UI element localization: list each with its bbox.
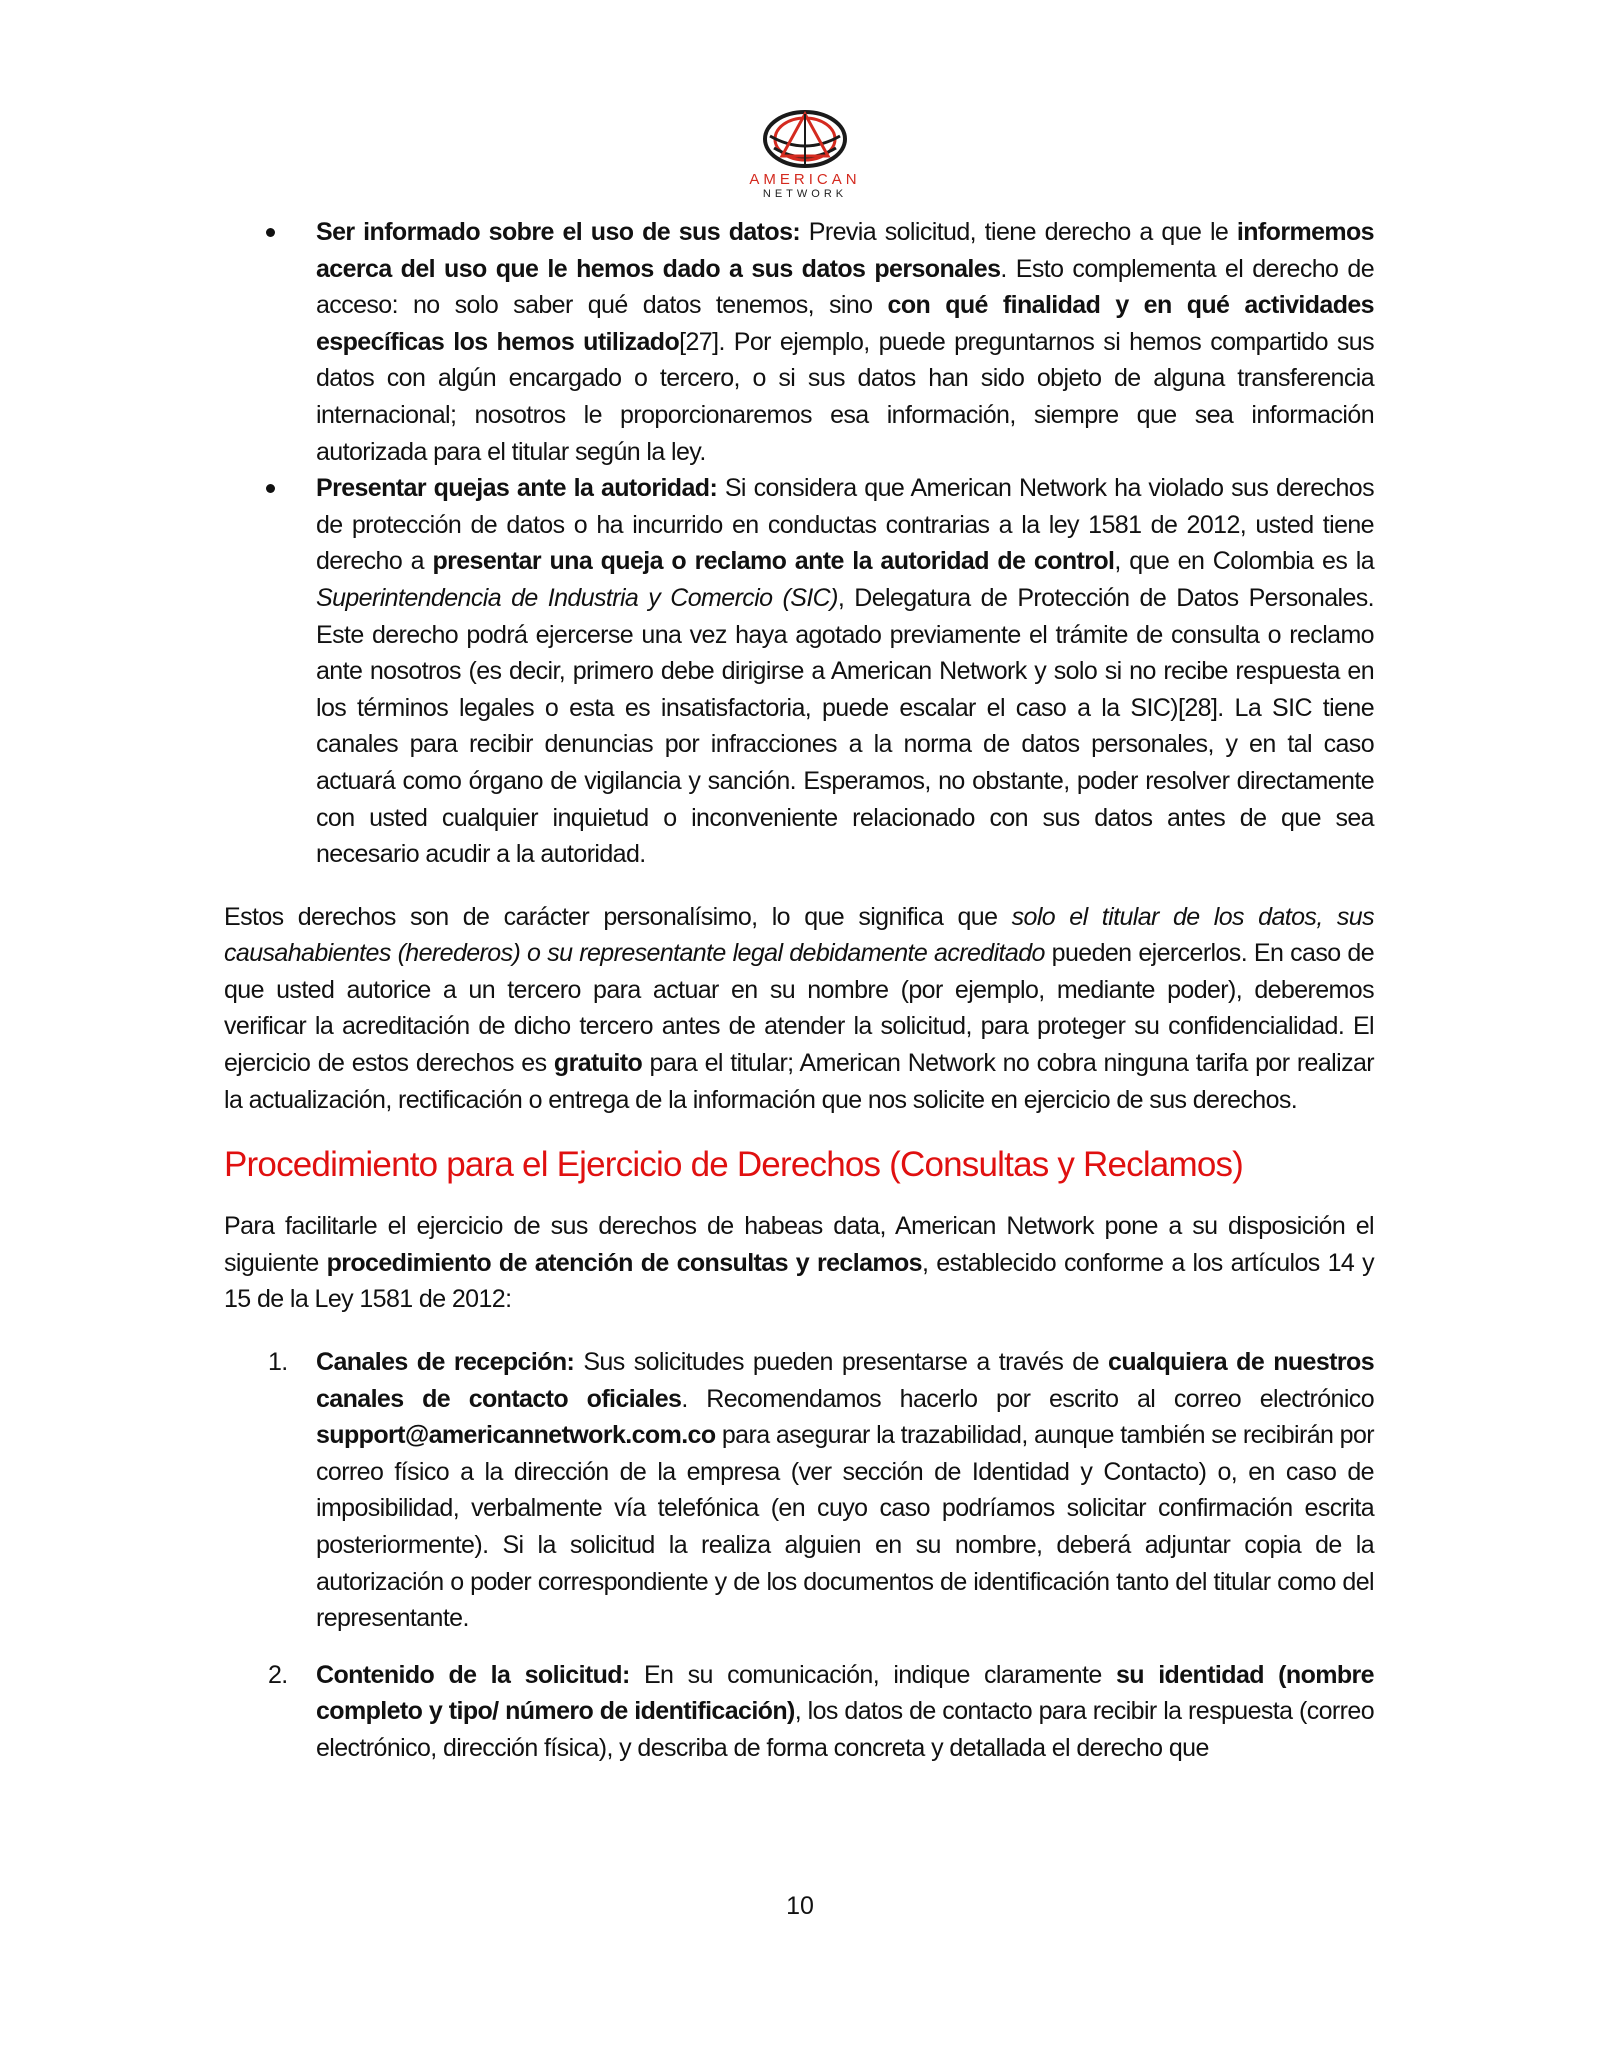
step-item-canales	[224, 1344, 1374, 1637]
step-text: para asegurar la trazabilidad, aunque también se recibirán por correo físico a la dirección de la empresa (ver sección de Identidad y Contacto) o, en caso de imposibilidad, verbalmente vía telefónica (en cuyo caso podríamos solicitar confirmación escrita posteriormente). Si la solicitud la realiza alguien en su nombre, deberá adjuntar copia de la autorización o poder correspondiente y de los documentos de identificación tanto del titular como del representante.	[316, 1421, 1374, 1633]
bullet-item-informado	[224, 214, 1374, 470]
intro-text: Para facilitarle el ejercicio de sus derechos de habeas data, American Network pone a su disposición el siguiente	[224, 1212, 1374, 1277]
company-logo	[725, 108, 885, 200]
rights-paragraph	[224, 899, 1374, 1119]
paragraph-emphasis: gratuito	[553, 1049, 643, 1078]
step-term: Canales de recepción:	[316, 1348, 575, 1377]
bullet-dot-icon	[266, 228, 275, 237]
step-term: Contenido de la solicitud:	[316, 1660, 630, 1689]
bullet-italic: Superintendencia de Industria y Comercio (SIC)	[316, 583, 838, 612]
bullet-text: . Esto complementa el derecho de acceso: no solo saber qué datos tenemos, sino	[316, 254, 1375, 320]
step-emphasis: su identidad (nombre completo y tipo/ número de identificación)	[316, 1660, 1374, 1726]
step-text: . Recomendamos hacerlo por escrito al correo electrónico	[681, 1384, 1374, 1413]
step-text: En su comunicación, indique claramente	[629, 1660, 1116, 1689]
section-heading: Procedimiento para el Ejercicio de Derechos (Consultas y Reclamos)	[224, 1145, 1244, 1185]
globe-logo-icon	[760, 108, 850, 170]
bullet-text: , Delegatura de Protección de Datos Personales. Este derecho podrá ejercerse una vez haya agotado previamente el trámite de consulta o reclamo ante nosotros (es decir, primero debe dirigirse a American Network y solo si no recibe respuesta en los términos legales o esta es insatisfactoria, puede escalar el caso a la SIC)[28]. La SIC tiene canales para recibir denuncias por infracciones a la norma de datos personales, y en tal caso actuará como órgano de vigilancia y sanción. Esperamos, no obstante, poder resolver directamente con usted cualquier inquietud o inconveniente relacionado con sus datos antes de que sea necesario acudir a la autoridad.	[316, 583, 1375, 869]
procedure-step-list	[224, 1344, 1374, 1767]
step-text: , los datos de contacto para recibir la respuesta (correo electrónico, dirección física), y describa de forma concreta y detallada el derecho que	[316, 1697, 1374, 1762]
intro-emphasis: procedimiento de atención de consultas y reclamos	[326, 1248, 922, 1277]
step-number: 1.	[268, 1348, 288, 1377]
intro-text: , establecido conforme a los artículos 14 y 15 de la Ley 1581 de 2012:	[224, 1248, 1374, 1314]
bullet-item-quejas	[224, 470, 1374, 873]
step-item-contenido	[224, 1657, 1374, 1767]
bullet-emphasis: con qué finalidad y en qué actividades específicas los hemos utilizado	[316, 291, 1374, 356]
bullet-text: Previa solicitud, tiene derecho a que le	[800, 218, 1237, 246]
bullet-term: Presentar quejas ante la autoridad:	[316, 474, 718, 503]
bullet-term: Ser informado sobre el uso de sus datos:	[316, 218, 801, 246]
logo-wordmark-american: AMERICAN	[749, 171, 861, 188]
bullet-text: , que en Colombia es la	[1114, 547, 1375, 576]
paragraph-text: para el titular; American Network no cobra ninguna tarifa por realizar la actualización, rectificación o entrega de la información que nos solicite en ejercicio de sus derechos.	[224, 1049, 1375, 1114]
bullet-dot-icon	[266, 484, 275, 493]
step-emphasis: cualquiera de nuestros canales de contacto oficiales	[316, 1348, 1374, 1413]
bullet-emphasis: presentar una queja o reclamo ante la autoridad de control	[432, 547, 1115, 576]
bullet-emphasis: informemos acerca del uso que le hemos dado a sus datos personales	[316, 218, 1374, 283]
section-intro	[224, 1208, 1374, 1318]
paragraph-text: Estos derechos son de carácter personalísimo, lo que significa que	[224, 902, 1012, 931]
page-number: 10	[786, 1892, 814, 1920]
document-body	[224, 214, 1374, 1787]
rights-bullet-list	[224, 214, 1374, 873]
step-number: 2.	[268, 1660, 288, 1689]
paragraph-italic: solo el titular de los datos, sus causahabientes (herederos) o su representante legal debidamente acreditado	[224, 902, 1374, 968]
paragraph-text: pueden ejercerlos. En caso de que usted autorice a un tercero para actuar en su nombre (por ejemplo, mediante poder), deberemos verificar la acreditación de dicho tercero antes de atender la solicitud, para proteger su confidencialidad. El ejercicio de estos derechos es	[224, 939, 1374, 1078]
logo-wordmark-network: NETWORK	[762, 188, 848, 200]
support-email-link[interactable]: support@americannetwork.com.co	[316, 1421, 716, 1450]
bullet-text: [27]. Por ejemplo, puede preguntarnos si hemos compartido sus datos con algún encargado o tercero, o si sus datos han sido objeto de alguna transferencia internacional; nosotros le proporcionaremos esa información, siempre que sea información autorizada para el titular según la ley.	[316, 327, 1374, 466]
step-text: Sus solicitudes pueden presentarse a través de	[574, 1348, 1109, 1377]
bullet-text: Si considera que American Network ha violado sus derechos de protección de datos o ha incurrido en conductas contrarias a la ley 1581 de 2012, usted tiene derecho a	[316, 474, 1374, 576]
